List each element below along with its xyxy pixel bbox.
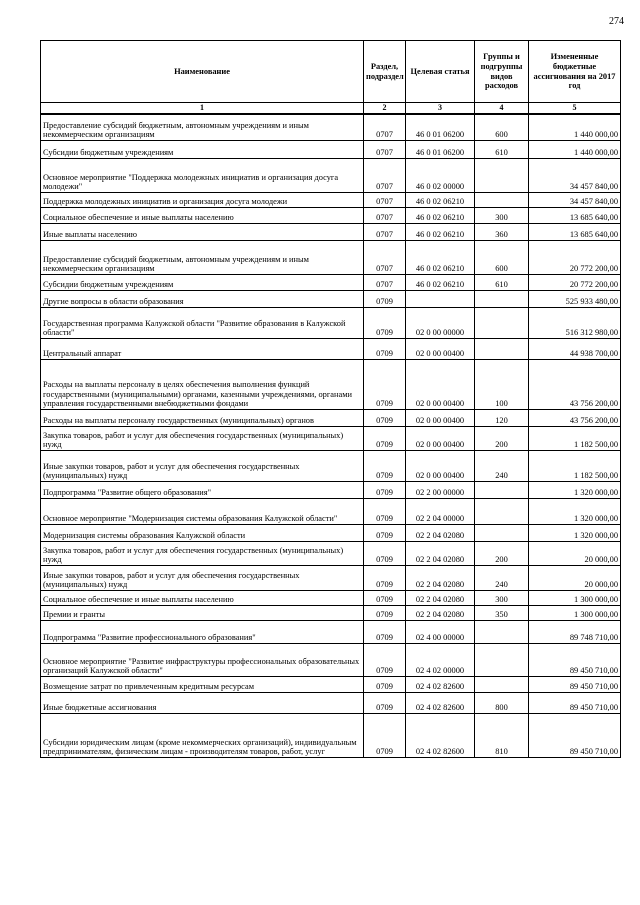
- row-name-cell: Иные закупки товаров, работ и услуг для обеспечения государственных (муниципальных) нужд: [41, 566, 364, 591]
- row-group-cell: 600: [475, 241, 529, 275]
- row-target-cell: 02 4 02 82600: [406, 677, 475, 693]
- row-name-cell: Расходы на выплаты персоналу в целях обеспечения выполнения функций государственными (муниципальными) органами, казенными учреждениями, органами управления государственными внебюджетными фондами: [41, 360, 364, 410]
- row-section-cell: 0707: [364, 224, 406, 241]
- row-group-cell: [475, 193, 529, 208]
- row-section-cell: 0709: [364, 591, 406, 606]
- row-target-cell: 46 0 02 06210: [406, 208, 475, 224]
- row-name-cell: Подпрограмма "Развитие общего образования": [41, 482, 364, 499]
- row-name-cell: Социальное обеспечение и иные выплаты населению: [41, 208, 364, 224]
- header-groups: Группы и подгруппы видов расходов: [475, 41, 529, 103]
- row-group-cell: 810: [475, 714, 529, 758]
- row-name-cell: Субсидии юридическим лицам (кроме некоммерческих организаций), индивидуальным предпринимателям, физическим лицам - производителям товаров, работ, услуг: [41, 714, 364, 758]
- row-name-cell: Подпрограмма "Развитие профессионального образования": [41, 621, 364, 644]
- row-amount-cell: 516 312 980,00: [529, 308, 621, 339]
- row-target-cell: 02 2 04 02080: [406, 566, 475, 591]
- row-amount-cell: 44 938 700,00: [529, 339, 621, 360]
- row-name-cell: Закупка товаров, работ и услуг для обеспечения государственных (муниципальных) нужд: [41, 542, 364, 566]
- row-group-cell: 600: [475, 114, 529, 141]
- row-target-cell: 02 2 04 02080: [406, 525, 475, 542]
- row-section-cell: 0707: [364, 208, 406, 224]
- row-target-cell: 02 4 02 82600: [406, 714, 475, 758]
- row-group-cell: 120: [475, 410, 529, 427]
- row-target-cell: 02 4 02 00000: [406, 644, 475, 677]
- row-group-cell: 240: [475, 566, 529, 591]
- row-target-cell: 46 0 01 06200: [406, 141, 475, 159]
- table-row: [41, 644, 621, 677]
- table-row: [41, 542, 621, 566]
- column-number: 1: [41, 103, 364, 114]
- row-amount-cell: 1 182 500,00: [529, 451, 621, 482]
- row-group-cell: [475, 499, 529, 525]
- row-target-cell: 02 2 04 02080: [406, 606, 475, 621]
- row-amount-cell: 89 450 710,00: [529, 714, 621, 758]
- row-target-cell: 02 0 00 00400: [406, 339, 475, 360]
- row-section-cell: 0709: [364, 427, 406, 451]
- row-section-cell: 0709: [364, 677, 406, 693]
- row-name-cell: Субсидии бюджетным учреждениям: [41, 275, 364, 291]
- budget-table: [40, 40, 621, 758]
- row-target-cell: 02 2 00 00000: [406, 482, 475, 499]
- table-row: [41, 159, 621, 193]
- row-name-cell: Социальное обеспечение и иные выплаты населению: [41, 591, 364, 606]
- column-number: 3: [406, 103, 475, 114]
- table-row: [41, 308, 621, 339]
- row-target-cell: 02 2 04 00000: [406, 499, 475, 525]
- table-row: [41, 224, 621, 241]
- table-row: [41, 714, 621, 758]
- row-section-cell: 0709: [364, 693, 406, 714]
- row-group-cell: [475, 482, 529, 499]
- table-row: [41, 193, 621, 208]
- row-group-cell: 300: [475, 208, 529, 224]
- row-target-cell: 46 0 01 06200: [406, 114, 475, 141]
- row-name-cell: Субсидии бюджетным учреждениям: [41, 141, 364, 159]
- row-target-cell: [406, 291, 475, 308]
- row-section-cell: 0707: [364, 114, 406, 141]
- row-amount-cell: 20 772 200,00: [529, 275, 621, 291]
- row-section-cell: 0707: [364, 193, 406, 208]
- column-number: 4: [475, 103, 529, 114]
- table-row: [41, 693, 621, 714]
- row-amount-cell: 1 320 000,00: [529, 525, 621, 542]
- table-row: [41, 427, 621, 451]
- row-section-cell: 0707: [364, 141, 406, 159]
- row-section-cell: 0707: [364, 275, 406, 291]
- row-group-cell: 360: [475, 224, 529, 241]
- row-amount-cell: 1 440 000,00: [529, 141, 621, 159]
- header-changed: Измененные бюджетные ассигнования на 2017 год: [529, 41, 621, 103]
- row-amount-cell: 525 933 480,00: [529, 291, 621, 308]
- row-amount-cell: 20 772 200,00: [529, 241, 621, 275]
- page-number: 274: [609, 16, 624, 27]
- row-section-cell: 0707: [364, 159, 406, 193]
- row-section-cell: 0709: [364, 291, 406, 308]
- row-group-cell: 200: [475, 542, 529, 566]
- row-section-cell: 0707: [364, 241, 406, 275]
- row-amount-cell: 13 685 640,00: [529, 224, 621, 241]
- row-amount-cell: 43 756 200,00: [529, 410, 621, 427]
- row-section-cell: 0709: [364, 606, 406, 621]
- table-row: [41, 525, 621, 542]
- row-name-cell: Основное мероприятие "Модернизация системы образования Калужской области": [41, 499, 364, 525]
- row-target-cell: 02 0 00 00400: [406, 410, 475, 427]
- table-row: [41, 499, 621, 525]
- row-group-cell: 100: [475, 360, 529, 410]
- table-row: [41, 566, 621, 591]
- row-group-cell: [475, 291, 529, 308]
- row-section-cell: 0709: [364, 482, 406, 499]
- row-name-cell: Предоставление субсидий бюджетным, автономным учреждениям и иным некоммерческим организациям: [41, 114, 364, 141]
- row-group-cell: 800: [475, 693, 529, 714]
- row-group-cell: [475, 308, 529, 339]
- table-row: [41, 275, 621, 291]
- table-row: [41, 141, 621, 159]
- table-row: [41, 606, 621, 621]
- row-section-cell: 0709: [364, 566, 406, 591]
- row-name-cell: Предоставление субсидий бюджетным, автономным учреждениям и иным некоммерческим организациям: [41, 241, 364, 275]
- column-number: 2: [364, 103, 406, 114]
- row-group-cell: 610: [475, 141, 529, 159]
- row-target-cell: 46 0 02 06210: [406, 224, 475, 241]
- row-name-cell: Государственная программа Калужской области "Развитие образования в Калужской области": [41, 308, 364, 339]
- row-name-cell: Основное мероприятие "Поддержка молодежных инициатив и организация досуга молодежи": [41, 159, 364, 193]
- row-target-cell: 02 4 02 82600: [406, 693, 475, 714]
- table-row: [41, 410, 621, 427]
- row-target-cell: 02 0 00 00400: [406, 360, 475, 410]
- table-row: [41, 591, 621, 606]
- row-name-cell: Закупка товаров, работ и услуг для обеспечения государственных (муниципальных) нужд: [41, 427, 364, 451]
- row-section-cell: 0709: [364, 410, 406, 427]
- header-section: Раздел, подраздел: [364, 41, 406, 103]
- row-target-cell: 46 0 02 06210: [406, 241, 475, 275]
- row-target-cell: 02 0 00 00400: [406, 451, 475, 482]
- row-section-cell: 0709: [364, 621, 406, 644]
- row-group-cell: [475, 339, 529, 360]
- row-section-cell: 0709: [364, 499, 406, 525]
- row-amount-cell: 20 000,00: [529, 566, 621, 591]
- row-name-cell: Возмещение затрат по привлеченным кредитным ресурсам: [41, 677, 364, 693]
- row-target-cell: 02 0 00 00400: [406, 427, 475, 451]
- row-target-cell: 02 0 00 00000: [406, 308, 475, 339]
- row-amount-cell: 1 182 500,00: [529, 427, 621, 451]
- row-amount-cell: 13 685 640,00: [529, 208, 621, 224]
- row-section-cell: 0709: [364, 451, 406, 482]
- row-amount-cell: 89 450 710,00: [529, 677, 621, 693]
- row-name-cell: Центральный аппарат: [41, 339, 364, 360]
- row-amount-cell: 1 440 000,00: [529, 114, 621, 141]
- row-amount-cell: 89 748 710,00: [529, 621, 621, 644]
- row-target-cell: 46 0 02 06210: [406, 193, 475, 208]
- row-group-cell: 350: [475, 606, 529, 621]
- row-target-cell: 02 4 00 00000: [406, 621, 475, 644]
- row-group-cell: [475, 621, 529, 644]
- row-name-cell: Основное мероприятие "Развитие инфраструктуры профессиональных образовательных организаций Калужской области": [41, 644, 364, 677]
- row-amount-cell: 1 320 000,00: [529, 482, 621, 499]
- table-row: [41, 241, 621, 275]
- row-name-cell: Иные бюджетные ассигнования: [41, 693, 364, 714]
- row-amount-cell: 1 320 000,00: [529, 499, 621, 525]
- row-name-cell: Модернизация системы образования Калужской области: [41, 525, 364, 542]
- row-section-cell: 0709: [364, 644, 406, 677]
- row-target-cell: 46 0 02 06210: [406, 275, 475, 291]
- row-name-cell: Иные выплаты населению: [41, 224, 364, 241]
- header-name: Наименование: [41, 41, 364, 103]
- table-row: [41, 114, 621, 141]
- table-row: [41, 451, 621, 482]
- row-section-cell: 0709: [364, 339, 406, 360]
- row-amount-cell: 34 457 840,00: [529, 193, 621, 208]
- row-amount-cell: 89 450 710,00: [529, 644, 621, 677]
- row-name-cell: Премии и гранты: [41, 606, 364, 621]
- row-target-cell: 02 2 04 02080: [406, 591, 475, 606]
- table-row: [41, 621, 621, 644]
- row-group-cell: 200: [475, 427, 529, 451]
- table-row: [41, 291, 621, 308]
- table-row: [41, 482, 621, 499]
- row-amount-cell: 34 457 840,00: [529, 159, 621, 193]
- row-section-cell: 0709: [364, 525, 406, 542]
- row-group-cell: [475, 677, 529, 693]
- table-row: [41, 339, 621, 360]
- row-target-cell: 46 0 02 00000: [406, 159, 475, 193]
- row-section-cell: 0709: [364, 714, 406, 758]
- row-name-cell: Другие вопросы в области образования: [41, 291, 364, 308]
- row-group-cell: [475, 159, 529, 193]
- table-row: [41, 677, 621, 693]
- row-group-cell: 610: [475, 275, 529, 291]
- header-target: Целевая статья: [406, 41, 475, 103]
- row-amount-cell: 1 300 000,00: [529, 606, 621, 621]
- row-amount-cell: 20 000,00: [529, 542, 621, 566]
- row-name-cell: Поддержка молодежных инициатив и организация досуга молодежи: [41, 193, 364, 208]
- row-amount-cell: 89 450 710,00: [529, 693, 621, 714]
- row-name-cell: Расходы на выплаты персоналу государственных (муниципальных) органов: [41, 410, 364, 427]
- row-target-cell: 02 2 04 02080: [406, 542, 475, 566]
- row-group-cell: 300: [475, 591, 529, 606]
- row-amount-cell: 1 300 000,00: [529, 591, 621, 606]
- row-section-cell: 0709: [364, 360, 406, 410]
- row-name-cell: Иные закупки товаров, работ и услуг для обеспечения государственных (муниципальных) нужд: [41, 451, 364, 482]
- column-number: 5: [529, 103, 621, 114]
- row-section-cell: 0709: [364, 308, 406, 339]
- row-group-cell: 240: [475, 451, 529, 482]
- row-group-cell: [475, 644, 529, 677]
- row-section-cell: 0709: [364, 542, 406, 566]
- table-row: [41, 360, 621, 410]
- row-amount-cell: 43 756 200,00: [529, 360, 621, 410]
- row-group-cell: [475, 525, 529, 542]
- table-row: [41, 208, 621, 224]
